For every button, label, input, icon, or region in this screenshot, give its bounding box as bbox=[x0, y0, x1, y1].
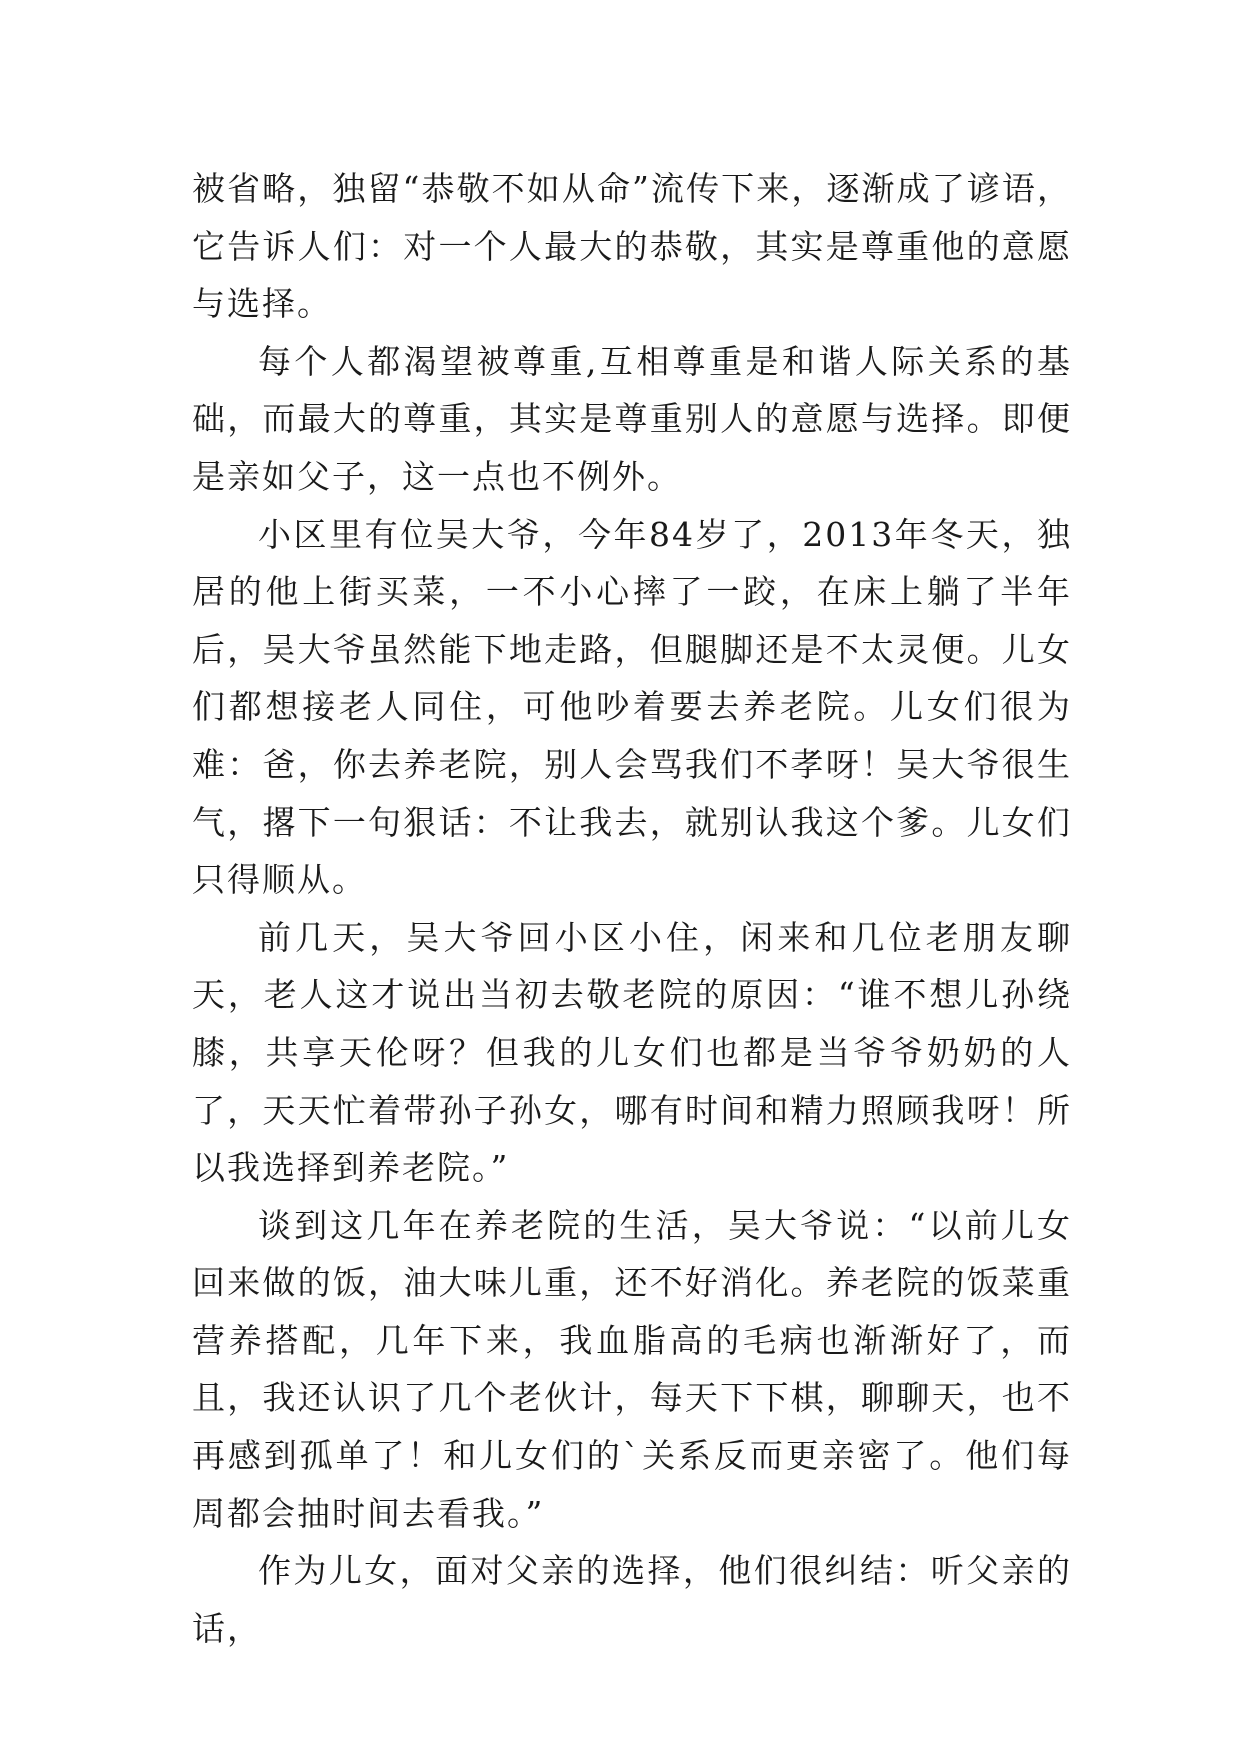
paragraph: 小区里有位吴大爷，今年84岁了，2013年冬天，独居的他上街买菜，一不小心摔了一跤，在床上躺了半年后，吴大爷虽然能下地走路，但腿脚还是不太灵便。儿女们都想接老人同住，可他吵着要去养老院。儿女们很为难：爸，你去养老院，别人会骂我们不孝呀！吴大爷很生气，撂下一句狠话：不让我去，就别认我这个爹。儿女们只得顺从。 bbox=[192, 514, 1072, 900]
paragraph: 前几天，吴大爷回小区小住，闲来和几位老朋友聊天，老人这才说出当初去敬老院的原因：“谁不想儿孙绕膝，共享天伦呀？但我的儿女们也都是当爷爷奶奶的人了，天天忙着带孙子孙女，哪有时间和精力照顾我呀！所以我选择到养老院。” bbox=[192, 917, 1072, 1188]
paragraph: 每个人都渴望被尊重,互相尊重是和谐人际关系的基础，而最大的尊重，其实是尊重别人的意愿与选择。即便是亲如父子，这一点也不例外。 bbox=[192, 341, 1072, 496]
document-page bbox=[192, 160, 1072, 1657]
paragraph: 被省略，独留“恭敬不如从命”流传下来，逐渐成了谚语，它告诉人们：对一个人最大的恭敬，其实是尊重他的意愿与选择。 bbox=[192, 169, 1072, 324]
paragraph: 作为儿女，面对父亲的选择，他们很纠结：听父亲的话， bbox=[192, 1551, 1072, 1648]
paragraph: 谈到这几年在养老院的生活，吴大爷说：“以前儿女回来做的饭，油大味儿重，还不好消化。养老院的饭菜重营养搭配，几年下来，我血脂高的毛病也渐渐好了，而且，我还认识了几个老伙计，每天下下棋，聊聊天，也不再感到孤单了！和儿女们的`关系反而更亲密了。他们每周都会抽时间去看我。” bbox=[192, 1205, 1072, 1533]
